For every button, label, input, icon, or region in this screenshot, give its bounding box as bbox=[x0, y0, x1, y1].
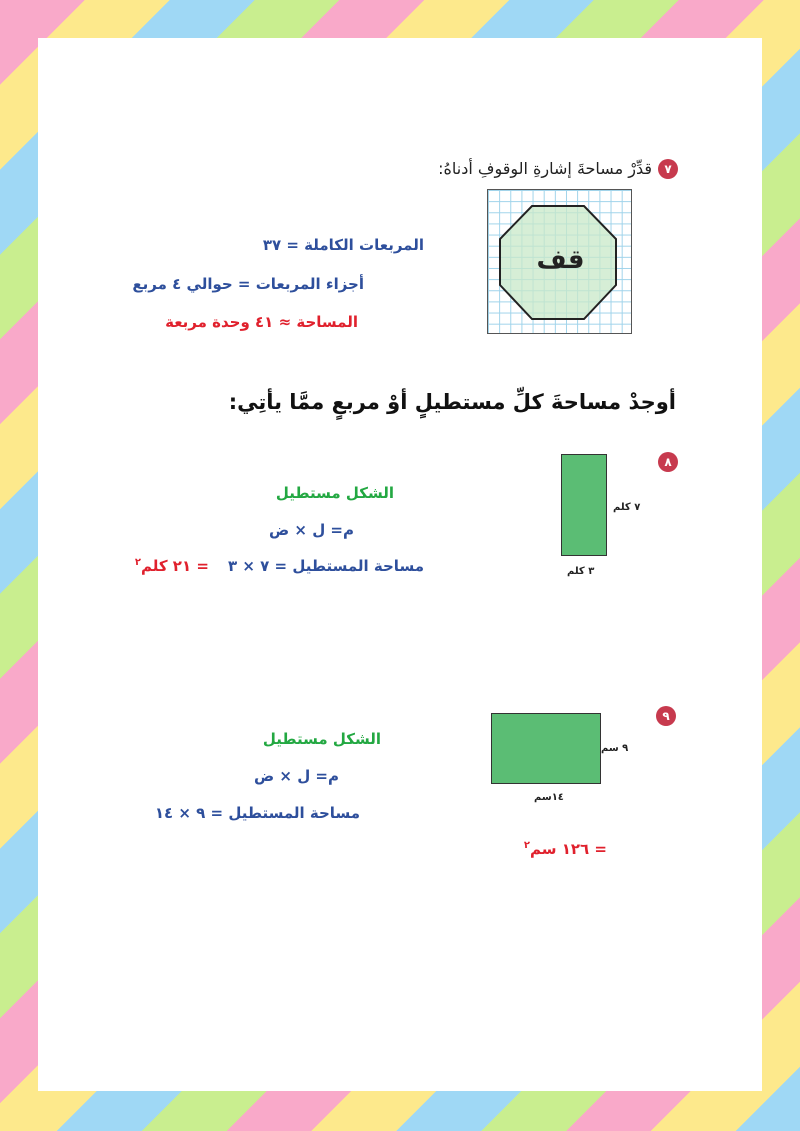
q8-side-width: ٣ كلم bbox=[567, 566, 595, 577]
question-9-badge bbox=[656, 706, 676, 726]
worksheet-page bbox=[38, 38, 762, 1091]
question-8-badge bbox=[658, 452, 678, 472]
q8-area-power: ٢ bbox=[134, 557, 141, 568]
question-7-badge bbox=[658, 159, 678, 179]
question-8-number: ٨ bbox=[664, 455, 672, 469]
q9-formula: م= ل × ض bbox=[254, 767, 339, 785]
q8-area-result-value: = ٢١ كلم bbox=[140, 557, 209, 575]
q9-side-width: ١٤سم bbox=[534, 792, 564, 803]
q8-area-result bbox=[135, 557, 209, 575]
stop-sign-grid bbox=[487, 189, 632, 334]
q7-partial-squares: أجزاء المربعات = حوالي ٤ مربع bbox=[132, 275, 364, 293]
q8-side-length: ٧ كلم bbox=[613, 502, 641, 513]
q9-shape: الشكل مستطيل bbox=[262, 730, 381, 748]
q8-area-line bbox=[135, 556, 424, 575]
question-9-number: ٩ bbox=[662, 709, 670, 723]
q9-side-height: ٩ سم bbox=[601, 743, 629, 754]
section-heading: أوجدْ مساحةَ كلِّ مستطيلٍ أوْ مربعٍ ممَّا يأتِي: bbox=[228, 390, 676, 414]
q9-area-power: ٢ bbox=[523, 840, 530, 851]
rectangle-9 bbox=[491, 713, 601, 784]
q8-area-expr: مساحة المستطيل = ٧ × ٣ bbox=[228, 557, 424, 575]
stop-sign-label: قف bbox=[536, 245, 585, 275]
q9-area-result bbox=[524, 840, 607, 858]
question-7-number: ٧ bbox=[664, 162, 672, 176]
q7-area: المساحة ≈ ٤١ وحدة مربعة bbox=[165, 313, 358, 331]
q8-shape: الشكل مستطيل bbox=[275, 484, 394, 502]
q7-full-squares: المربعات الكاملة = ٣٧ bbox=[262, 236, 424, 254]
q8-formula: م= ل × ض bbox=[269, 521, 354, 539]
rectangle-8 bbox=[561, 454, 607, 556]
question-7-text: قدِّرْ مساحةَ إشارةِ الوقوفِ أدناهُ: bbox=[438, 159, 652, 178]
q9-area-result-value: = ١٢٦ سم bbox=[529, 840, 607, 858]
q9-area-expr: مساحة المستطيل = ٩ × ١٤ bbox=[154, 804, 360, 822]
